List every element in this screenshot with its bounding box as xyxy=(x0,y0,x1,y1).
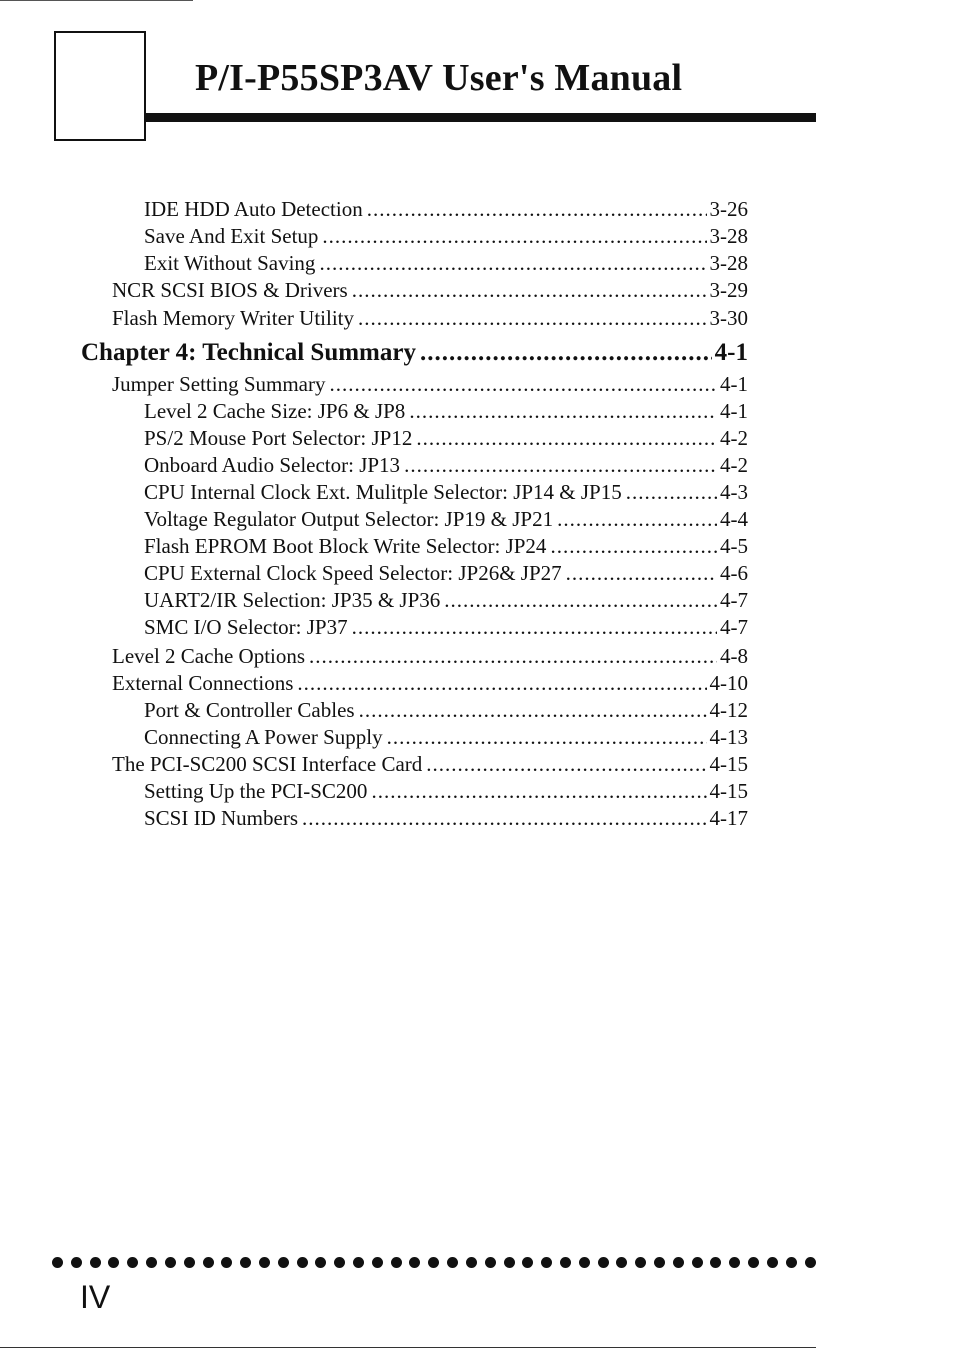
toc-entry xyxy=(144,614,748,640)
toc-entry-label: NCR SCSI BIOS & Drivers xyxy=(112,278,348,302)
toc-entry xyxy=(144,560,748,586)
toc-leader-dots xyxy=(420,338,712,368)
toc-entry xyxy=(144,223,748,249)
footer-dot xyxy=(108,1257,119,1268)
footer-dot xyxy=(127,1257,138,1268)
toc-entry xyxy=(112,371,748,397)
toc-entry xyxy=(144,196,748,222)
toc-leader-dots xyxy=(404,452,717,478)
toc-entry-label: Flash Memory Writer Utility xyxy=(112,306,354,330)
toc-leader-dots xyxy=(426,751,706,777)
toc-entry-label: SCSI ID Numbers xyxy=(144,806,299,830)
toc-leader-dots xyxy=(387,724,707,750)
toc-entry-label: PS/2 Mouse Port Selector: JP12 xyxy=(144,426,413,450)
toc-leader-dots xyxy=(319,250,706,276)
toc-entry-page: 4-1 xyxy=(714,339,748,366)
footer-dot xyxy=(767,1257,778,1268)
footer-dot xyxy=(278,1257,289,1268)
toc-leader-dots xyxy=(322,223,706,249)
toc-entry-label: Port & Controller Cables xyxy=(144,698,355,722)
toc-entry-page: 4-5 xyxy=(720,534,748,558)
footer-dot xyxy=(391,1257,402,1268)
toc-leader-dots xyxy=(352,277,707,303)
toc-leader-dots xyxy=(371,778,706,804)
footer-dot xyxy=(579,1257,590,1268)
toc-entry-label: CPU Internal Clock Ext. Mulitple Selector: JP14 & JP15 xyxy=(144,480,622,504)
toc-entry-label: Jumper Setting Summary xyxy=(112,372,326,396)
footer-dot xyxy=(52,1257,63,1268)
bottom-rule xyxy=(0,1347,816,1348)
page-number: IV xyxy=(80,1279,111,1315)
toc-entry-page: 4-7 xyxy=(720,615,748,639)
toc-leader-dots xyxy=(557,506,717,532)
toc-entry xyxy=(144,452,748,478)
page-title: P/I-P55SP3AV User's Manual xyxy=(195,57,683,99)
footer-dot xyxy=(598,1257,609,1268)
toc-entry-page: 3-28 xyxy=(709,251,748,275)
footer-dot xyxy=(259,1257,270,1268)
footer-dot xyxy=(485,1257,496,1268)
toc-entry-label: Onboard Audio Selector: JP13 xyxy=(144,453,401,477)
footer-dot xyxy=(315,1257,326,1268)
toc-entry xyxy=(144,398,748,424)
toc-entry xyxy=(144,805,748,831)
footer-dot xyxy=(184,1257,195,1268)
toc-entry-page: 4-3 xyxy=(720,480,748,504)
toc-entry xyxy=(144,250,748,276)
toc-entry xyxy=(144,778,748,804)
footer-dot xyxy=(409,1257,420,1268)
toc-entry-page: 4-2 xyxy=(720,453,748,477)
toc-entry xyxy=(112,670,748,696)
toc-entry xyxy=(112,751,748,777)
toc-entry-page: 4-13 xyxy=(709,725,748,749)
toc-entry-label: CPU External Clock Speed Selector: JP26& JP27 xyxy=(144,561,562,585)
toc-entry-page: 4-15 xyxy=(709,779,748,803)
footer-dot xyxy=(297,1257,308,1268)
footer-dot xyxy=(504,1257,515,1268)
footer-dot xyxy=(240,1257,251,1268)
toc-entry-label: Setting Up the PCI-SC200 xyxy=(144,779,368,803)
footer-dot xyxy=(372,1257,383,1268)
footer-dot xyxy=(447,1257,458,1268)
toc-entry-page: 4-4 xyxy=(720,507,748,531)
toc-entry xyxy=(112,305,748,331)
toc-entry-page: 4-12 xyxy=(709,698,748,722)
footer-dot-rule xyxy=(52,1252,816,1272)
toc-entry-label: Chapter 4: Technical Summary xyxy=(81,339,416,366)
toc-entry xyxy=(144,587,748,613)
toc-leader-dots xyxy=(367,196,707,222)
footer-dot xyxy=(729,1257,740,1268)
footer-dot xyxy=(334,1257,345,1268)
footer-dot xyxy=(165,1257,176,1268)
toc-entry xyxy=(112,643,748,669)
toc-entry-page: 4-15 xyxy=(709,752,748,776)
top-rule xyxy=(0,0,193,1)
toc-entry-page: 4-8 xyxy=(720,644,748,668)
toc-leader-dots xyxy=(359,697,707,723)
toc-entry-label: Connecting A Power Supply xyxy=(144,725,383,749)
footer-dot xyxy=(616,1257,627,1268)
toc-entry-page: 4-1 xyxy=(720,372,748,396)
toc-chapter-heading xyxy=(81,338,748,368)
toc-entry-page: 4-7 xyxy=(720,588,748,612)
toc-leader-dots xyxy=(566,560,717,586)
toc-entry-page: 4-2 xyxy=(720,426,748,450)
toc-leader-dots xyxy=(626,479,717,505)
footer-dot xyxy=(466,1257,477,1268)
footer-dot xyxy=(541,1257,552,1268)
toc-leader-dots xyxy=(309,643,717,669)
toc-entry-label: UART2/IR Selection: JP35 & JP36 xyxy=(144,588,441,612)
footer-dot xyxy=(635,1257,646,1268)
footer-dot xyxy=(146,1257,157,1268)
footer-dot xyxy=(710,1257,721,1268)
toc-entry xyxy=(112,277,748,303)
footer-dot xyxy=(203,1257,214,1268)
toc-entry-page: 3-29 xyxy=(709,278,748,302)
toc-entry-label: External Connections xyxy=(112,671,294,695)
footer-dot xyxy=(692,1257,703,1268)
toc-entry xyxy=(144,425,748,451)
toc-entry-page: 4-1 xyxy=(720,399,748,423)
footer-dot xyxy=(522,1257,533,1268)
toc-entry-label: Exit Without Saving xyxy=(144,251,316,275)
toc-entry xyxy=(144,697,748,723)
toc-entry-label: Level 2 Cache Size: JP6 & JP8 xyxy=(144,399,406,423)
toc-entry-label: Level 2 Cache Options xyxy=(112,644,306,668)
toc-leader-dots xyxy=(330,371,718,397)
toc-entry-label: SMC I/O Selector: JP37 xyxy=(144,615,348,639)
toc-entry xyxy=(144,533,748,559)
footer-dot xyxy=(353,1257,364,1268)
footer-dot xyxy=(90,1257,101,1268)
footer-dot xyxy=(786,1257,797,1268)
toc-entry-label: Save And Exit Setup xyxy=(144,224,319,248)
toc-leader-dots xyxy=(352,614,717,640)
footer-dot xyxy=(71,1257,82,1268)
toc-leader-dots xyxy=(302,805,706,831)
toc-entry xyxy=(144,479,748,505)
toc-entry-label: Flash EPROM Boot Block Write Selector: JP24 xyxy=(144,534,547,558)
toc-entry-page: 4-17 xyxy=(709,806,748,830)
toc-entry-page: 4-10 xyxy=(709,671,748,695)
toc-entry-page: 4-6 xyxy=(720,561,748,585)
header-bar xyxy=(146,113,816,122)
toc-entry-label: Voltage Regulator Output Selector: JP19 & JP21 xyxy=(144,507,554,531)
toc-leader-dots xyxy=(297,670,706,696)
corner-box xyxy=(54,31,146,141)
toc-entry-page: 3-26 xyxy=(709,197,748,221)
footer-dot xyxy=(221,1257,232,1268)
toc-leader-dots xyxy=(416,425,717,451)
toc-entry-page: 3-28 xyxy=(709,224,748,248)
toc-leader-dots xyxy=(409,398,717,424)
footer-dot xyxy=(428,1257,439,1268)
toc-entry-page: 3-30 xyxy=(709,306,748,330)
toc-entry-label: The PCI-SC200 SCSI Interface Card xyxy=(112,752,423,776)
toc-leader-dots xyxy=(550,533,717,559)
toc-entry xyxy=(144,724,748,750)
footer-dot xyxy=(805,1257,816,1268)
footer-dot xyxy=(654,1257,665,1268)
footer-dot xyxy=(748,1257,759,1268)
footer-dot xyxy=(673,1257,684,1268)
toc-entry xyxy=(144,506,748,532)
toc-entry-label: IDE HDD Auto Detection xyxy=(144,197,363,221)
footer-dot xyxy=(560,1257,571,1268)
toc-leader-dots xyxy=(358,305,707,331)
toc-leader-dots xyxy=(444,587,717,613)
